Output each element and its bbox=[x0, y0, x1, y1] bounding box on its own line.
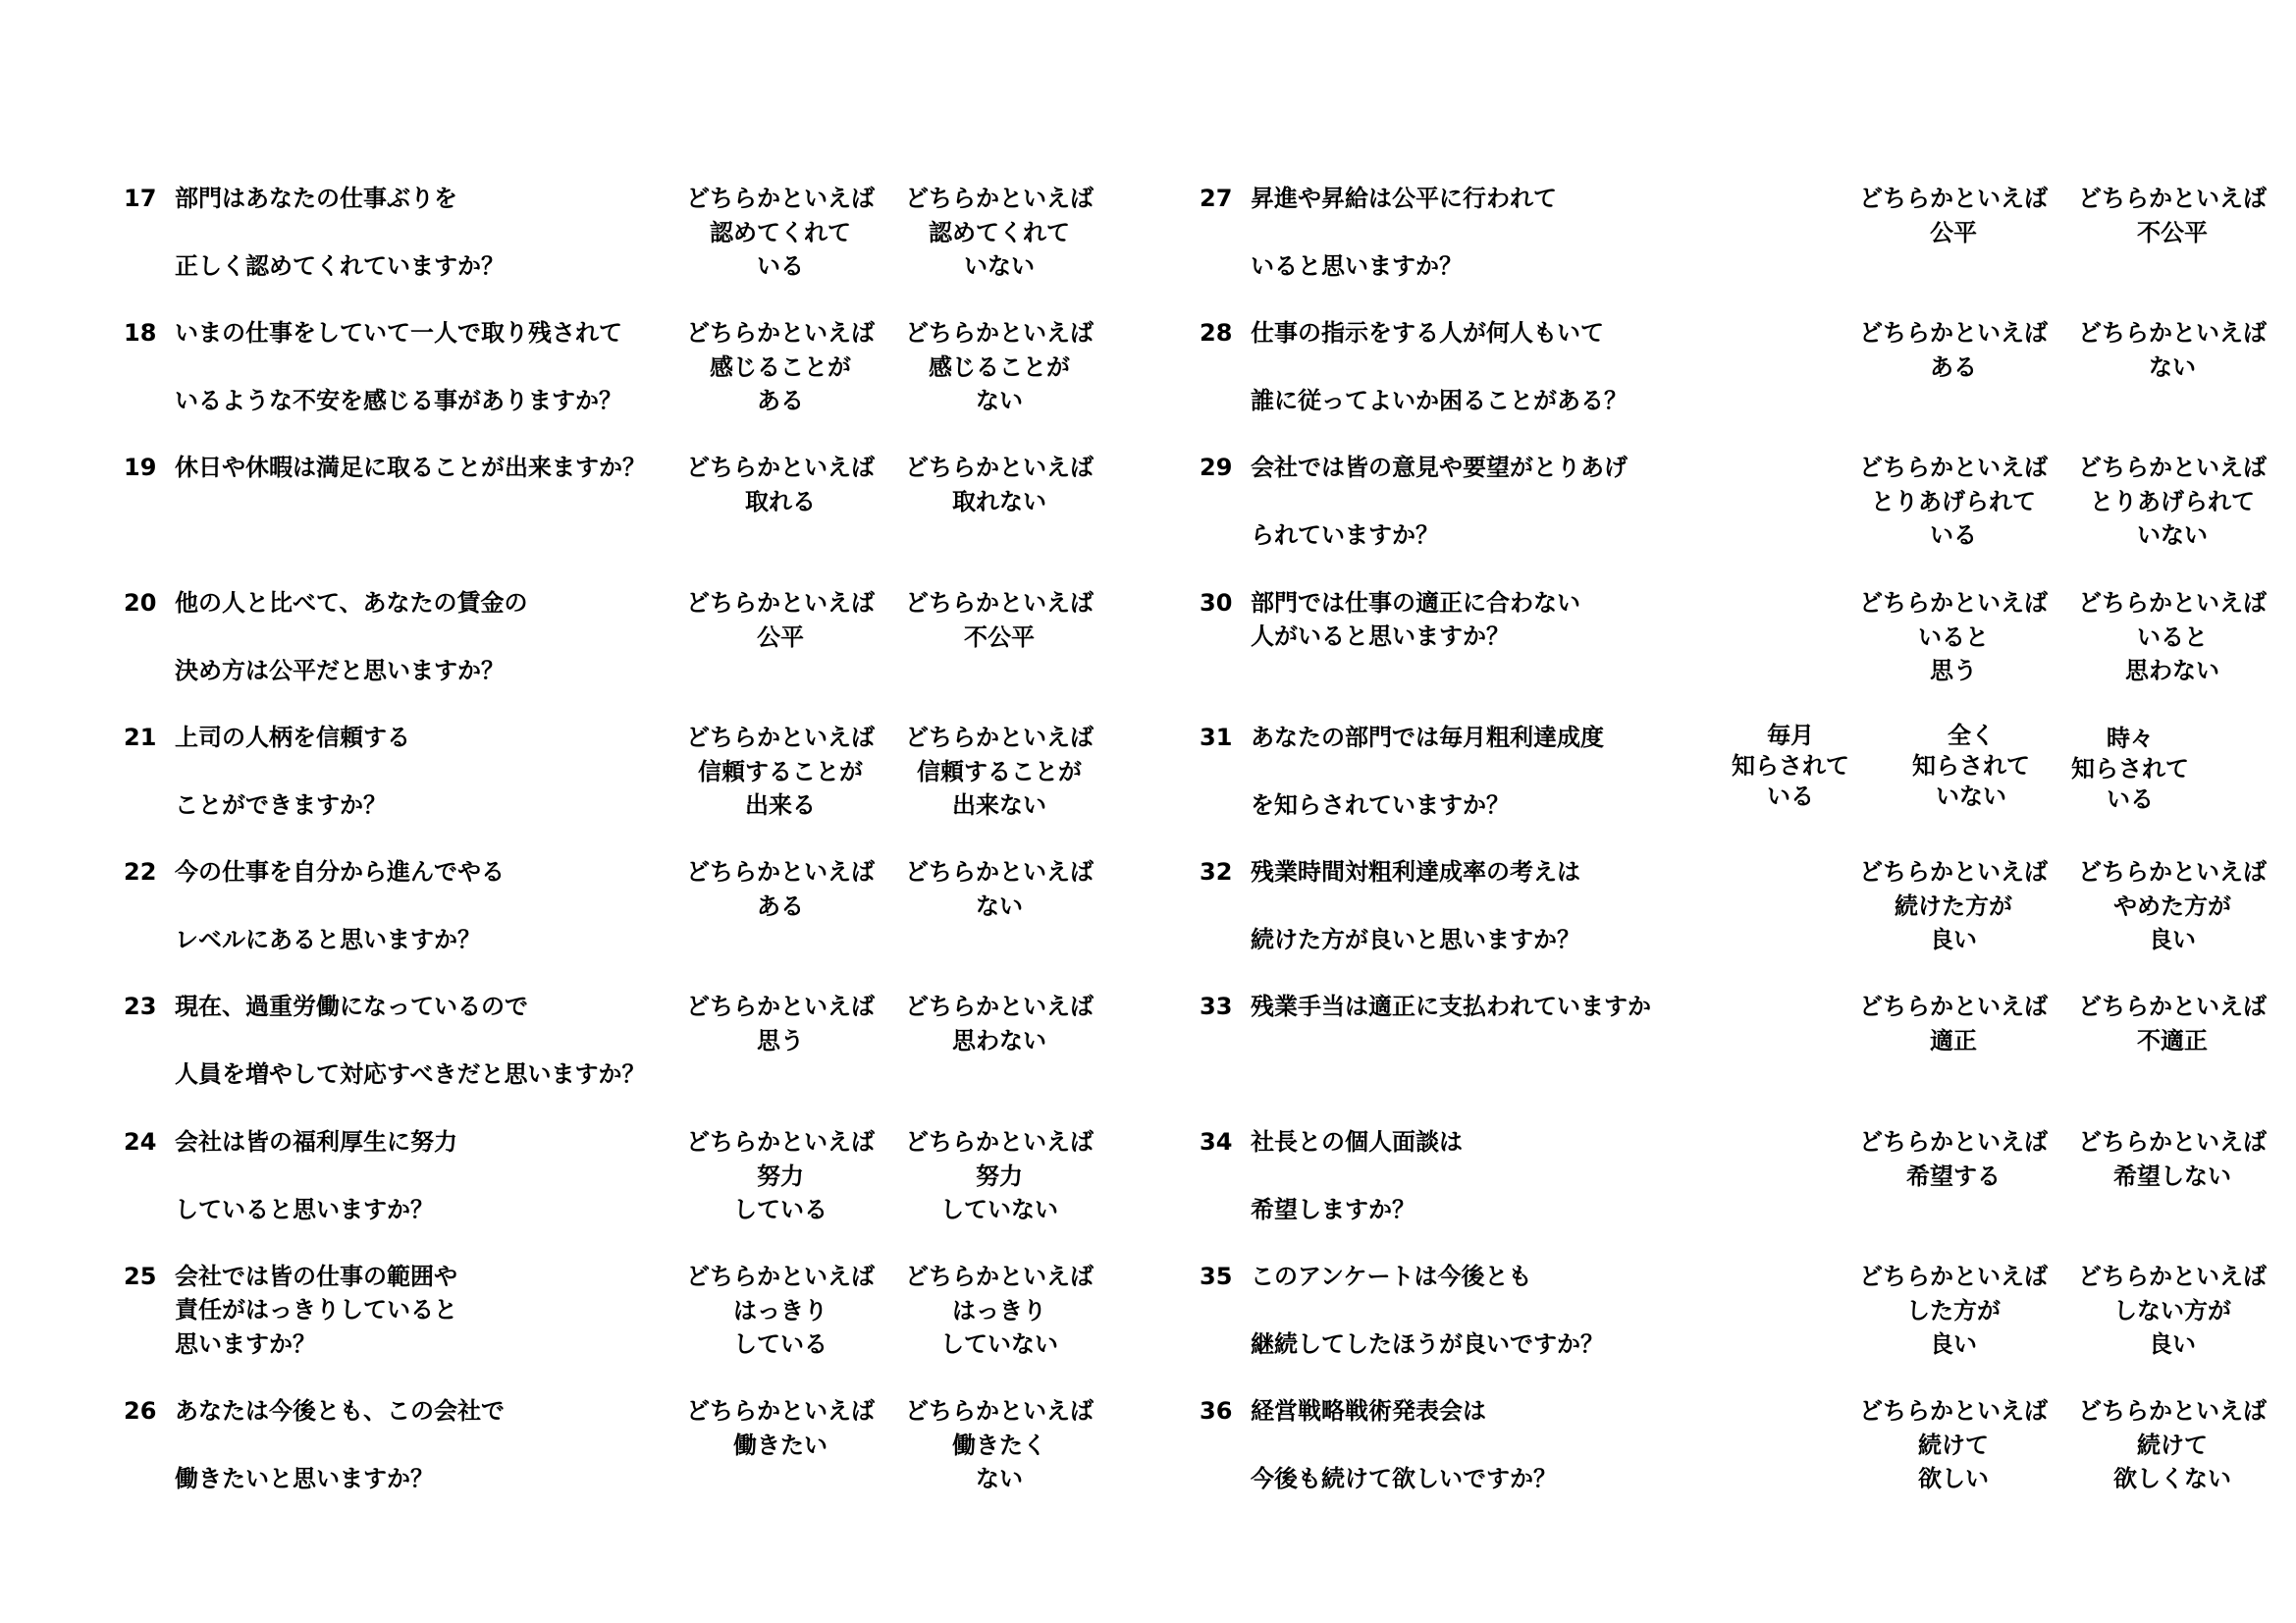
question-text-line: 継続してしたほうが良いですか？ bbox=[1251, 1330, 1604, 1358]
answer-option-line: 良い bbox=[2149, 926, 2196, 953]
question-31 bbox=[1200, 721, 2189, 848]
question-number: 19 bbox=[124, 454, 157, 481]
question-number: 31 bbox=[1200, 724, 1233, 751]
answer-option-line: どちらかといえば bbox=[1859, 1263, 2048, 1290]
answer-option-line: やめた方が bbox=[2113, 892, 2231, 920]
question-number: 25 bbox=[124, 1263, 157, 1290]
question-27 bbox=[1200, 182, 2267, 309]
question-34 bbox=[1200, 1125, 2267, 1253]
question-text-line: ことができますか？ bbox=[175, 791, 387, 819]
answer-option-line: どちらかといえば bbox=[1859, 1397, 2048, 1425]
answer-option-line bbox=[2069, 249, 2275, 284]
answer-option-a[interactable] bbox=[677, 182, 883, 284]
question-18 bbox=[124, 316, 1105, 444]
question-text-line: 他の人と比べて、あなたの賃金の bbox=[175, 589, 528, 617]
answer-option-a[interactable] bbox=[677, 586, 883, 688]
answer-option-line: している bbox=[733, 1330, 828, 1358]
answer-option-line: 適正 bbox=[1930, 1026, 1977, 1055]
answer-option-a[interactable] bbox=[677, 855, 883, 957]
question-text-line: 現在、過重労働になっているので bbox=[175, 993, 528, 1020]
answer-option-line bbox=[2069, 384, 2275, 418]
question-17 bbox=[124, 182, 1105, 309]
answer-option-b[interactable] bbox=[896, 451, 1102, 553]
question-text-line: 会社は皆の福利厚生に努力 bbox=[175, 1128, 457, 1156]
answer-option-line: 公平 bbox=[1930, 218, 1977, 246]
answer-option-a[interactable] bbox=[677, 1394, 883, 1496]
question-text-line: 決め方は公平だと思いますか？ bbox=[175, 657, 505, 684]
answer-option-line bbox=[677, 1057, 883, 1092]
answer-option-line: 思う bbox=[757, 1026, 804, 1055]
answer-option-line: している bbox=[733, 1196, 828, 1223]
answer-option-line: どちらかといえば bbox=[1859, 589, 2048, 617]
answer-option-line bbox=[1850, 249, 2056, 284]
question-text-line: 正しく認めてくれていますか？ bbox=[175, 252, 505, 280]
answer-option-line: ない bbox=[976, 387, 1023, 414]
answer-option-a[interactable] bbox=[1850, 855, 2056, 957]
answer-option-a[interactable] bbox=[677, 316, 883, 418]
answer-option-line: どちらかといえば bbox=[2078, 589, 2267, 617]
question-text-line: 続けた方が良いと思いますか？ bbox=[1251, 926, 1580, 953]
answer-option-line: 良い bbox=[1930, 926, 1977, 953]
question-26 bbox=[124, 1394, 1105, 1522]
question-text-line: 今後も続けて欲しいですか？ bbox=[1251, 1465, 1557, 1492]
answer-option-line: どちらかといえば bbox=[2078, 1397, 2267, 1425]
answer-option-line: どちらかといえば bbox=[905, 724, 1094, 751]
answer-option-line: 不公平 bbox=[964, 622, 1035, 651]
answer-option-line: どちらかといえば bbox=[686, 454, 875, 481]
answer-option-line: どちらかといえば bbox=[905, 993, 1094, 1020]
answer-option-a[interactable] bbox=[677, 1260, 883, 1362]
answer-option-line: 努力 bbox=[757, 1162, 804, 1190]
question-text-line: 部門はあなたの仕事ぶりを bbox=[175, 185, 457, 212]
answer-option-line: 信頼することが bbox=[698, 757, 863, 785]
answer-option-line: いると bbox=[2137, 622, 2208, 651]
answer-option-line: 知らされて bbox=[2071, 755, 2189, 783]
question-36 bbox=[1200, 1394, 2267, 1522]
answer-option-line: 信頼することが bbox=[917, 757, 1082, 785]
question-29 bbox=[1200, 451, 2267, 578]
question-text-line: 人員を増やして対応すべきだと思いますか？ bbox=[175, 1060, 646, 1088]
answer-option-line: どちらかといえば bbox=[905, 589, 1094, 617]
answer-option-line bbox=[1850, 384, 2056, 418]
answer-option-line: 欲しくない bbox=[2113, 1465, 2231, 1492]
answer-option-line: 認めてくれて bbox=[929, 218, 1070, 246]
answer-option-a[interactable] bbox=[1850, 1125, 2056, 1227]
answer-option-line: どちらかといえば bbox=[1859, 858, 2048, 886]
question-text-line: 責任がはっきりしていると bbox=[175, 1296, 457, 1324]
question-number: 17 bbox=[124, 185, 157, 212]
answer-option-line: どちらかといえば bbox=[905, 858, 1094, 886]
answer-option-line: どちらかといえば bbox=[2078, 1128, 2267, 1156]
answer-option-line: 感じることが bbox=[710, 352, 851, 381]
answer-option-b[interactable] bbox=[896, 1260, 1102, 1362]
question-text-line: あなたの部門では毎月粗利達成度 bbox=[1251, 724, 1604, 751]
answer-option-3[interactable] bbox=[2027, 724, 2233, 815]
question-number: 24 bbox=[124, 1128, 157, 1156]
question-35 bbox=[1200, 1260, 2267, 1387]
answer-option-line: 出来ない bbox=[952, 791, 1046, 819]
answer-option-b[interactable] bbox=[2069, 316, 2275, 418]
question-text-line: 働きたいと思いますか？ bbox=[175, 1465, 434, 1492]
answer-option-line: はっきり bbox=[952, 1296, 1046, 1325]
question-number: 26 bbox=[124, 1397, 157, 1425]
answer-option-line bbox=[677, 518, 883, 553]
answer-option-line bbox=[896, 923, 1102, 957]
answer-option-line: どちらかといえば bbox=[2078, 1263, 2267, 1290]
question-text-line: 部門では仕事の適正に合わない bbox=[1251, 589, 1580, 617]
answer-option-line: どちらかといえば bbox=[686, 319, 875, 347]
answer-option-line: 不公平 bbox=[2137, 218, 2208, 246]
question-number: 21 bbox=[124, 724, 157, 751]
answer-option-b[interactable] bbox=[896, 855, 1102, 957]
question-32 bbox=[1200, 855, 2267, 983]
answer-option-line: していない bbox=[940, 1196, 1058, 1223]
answer-option-line: どちらかといえば bbox=[1859, 1128, 2048, 1156]
question-23 bbox=[124, 990, 1105, 1117]
answer-option-b[interactable] bbox=[896, 316, 1102, 418]
answer-option-line: 公平 bbox=[757, 622, 804, 651]
question-text-line: いまの仕事をしていて一人で取り残されて bbox=[175, 319, 622, 347]
answer-option-a[interactable] bbox=[677, 990, 883, 1092]
answer-option-line: 取れる bbox=[745, 487, 816, 515]
answer-option-line: 感じることが bbox=[929, 352, 1070, 381]
answer-option-line: 知らされて bbox=[1732, 752, 1849, 780]
question-text-line: 上司の人柄を信頼する bbox=[175, 724, 410, 751]
answer-option-line: 時々 bbox=[2107, 725, 2154, 752]
answer-option-a[interactable] bbox=[1850, 990, 2056, 1092]
answer-option-line: どちらかといえば bbox=[686, 1263, 875, 1290]
question-text-line: 社長との個人面談は bbox=[1251, 1128, 1463, 1156]
answer-option-line: 良い bbox=[2149, 1330, 2196, 1358]
question-text-line: 経営戦略戦術発表会は bbox=[1251, 1397, 1486, 1425]
answer-option-line bbox=[2069, 1193, 2275, 1227]
answer-option-line: どちらかといえば bbox=[905, 319, 1094, 347]
question-number: 33 bbox=[1200, 993, 1233, 1020]
answer-option-line: 希望しない bbox=[2113, 1162, 2231, 1190]
question-text-line: 人がいると思いますか？ bbox=[1251, 622, 1510, 650]
answer-option-1[interactable] bbox=[1687, 721, 1894, 812]
answer-option-line: していない bbox=[940, 1330, 1058, 1358]
answer-option-line: どちらかといえば bbox=[905, 1263, 1094, 1290]
answer-option-line: どちらかといえば bbox=[1859, 454, 2048, 481]
question-number: 20 bbox=[124, 589, 157, 617]
answer-option-line: どちらかといえば bbox=[2078, 319, 2267, 347]
answer-option-line: どちらかといえば bbox=[2078, 454, 2267, 481]
answer-option-line: 続けた方が bbox=[1895, 892, 2012, 920]
question-text-line: 昇進や昇給は公平に行われて bbox=[1251, 185, 1557, 212]
question-text-line: を知らされていますか？ bbox=[1251, 791, 1510, 819]
answer-option-line: 思わない bbox=[952, 1026, 1046, 1055]
question-number: 18 bbox=[124, 319, 157, 347]
answer-option-line: どちらかといえば bbox=[686, 858, 875, 886]
answer-option-line: 認めてくれて bbox=[710, 218, 851, 246]
question-text-line: 残業時間対粗利達成率の考えは bbox=[1251, 858, 1580, 886]
question-text-line: 思いますか？ bbox=[175, 1330, 316, 1358]
answer-option-a[interactable] bbox=[1850, 451, 2056, 553]
question-text-line: 残業手当は適正に支払われていますか bbox=[1251, 993, 1651, 1020]
answer-option-line bbox=[1850, 1193, 2056, 1227]
answer-option-line bbox=[1850, 1057, 2056, 1092]
answer-option-line: ある bbox=[757, 892, 804, 920]
answer-option-line: 取れない bbox=[952, 487, 1046, 515]
answer-option-line: どちらかといえば bbox=[905, 1128, 1094, 1156]
answer-option-line: とりあげられて bbox=[1871, 487, 2036, 515]
answer-option-line: いると bbox=[1918, 622, 1989, 651]
answer-option-line: どちらかといえば bbox=[686, 1397, 875, 1425]
answer-option-line: いる bbox=[2107, 785, 2154, 813]
answer-option-b[interactable] bbox=[896, 182, 1102, 284]
answer-option-a[interactable] bbox=[677, 721, 883, 823]
question-text-line: していると思いますか？ bbox=[175, 1196, 434, 1223]
answer-option-line: はっきり bbox=[733, 1296, 828, 1325]
answer-option-line: しない方が bbox=[2113, 1296, 2231, 1325]
answer-option-line: 全く bbox=[1948, 722, 1995, 749]
question-text-line: 仕事の指示をする人が何人もいて bbox=[1251, 319, 1604, 347]
answer-option-b[interactable] bbox=[896, 1394, 1102, 1496]
answer-option-b[interactable] bbox=[2069, 182, 2275, 284]
answer-option-line: どちらかといえば bbox=[686, 993, 875, 1020]
answer-option-line: 努力 bbox=[976, 1162, 1023, 1190]
question-text-line: 希望しますか？ bbox=[1251, 1196, 1415, 1223]
question-text-line: 今の仕事を自分から進んでやる bbox=[175, 858, 505, 886]
question-33 bbox=[1200, 990, 2267, 1117]
question-number: 22 bbox=[124, 858, 157, 886]
answer-option-line bbox=[677, 923, 883, 957]
question-text-line: あなたは今後とも、この会社で bbox=[175, 1397, 505, 1425]
answer-option-b[interactable] bbox=[2069, 855, 2275, 957]
answer-option-line: 希望する bbox=[1906, 1162, 2001, 1190]
answer-option-a[interactable] bbox=[1850, 316, 2056, 418]
question-24 bbox=[124, 1125, 1105, 1253]
question-number: 35 bbox=[1200, 1263, 1233, 1290]
answer-option-line: どちらかといえば bbox=[686, 1128, 875, 1156]
question-text-line: られていますか？ bbox=[1251, 521, 1439, 549]
question-30 bbox=[1200, 586, 2267, 714]
answer-option-line: どちらかといえば bbox=[2078, 858, 2267, 886]
answer-option-line: ある bbox=[1930, 352, 1977, 381]
answer-option-line: ある bbox=[757, 387, 804, 414]
question-text-line: 休日や休暇は満足に取ることが出来ますか？ bbox=[175, 454, 646, 481]
question-text-line: いるような不安を感じる事がありますか？ bbox=[175, 387, 622, 414]
answer-option-a[interactable] bbox=[677, 1125, 883, 1227]
question-number: 23 bbox=[124, 993, 157, 1020]
answer-option-line: いる bbox=[1930, 521, 1977, 549]
answer-option-a[interactable] bbox=[1850, 586, 2056, 688]
answer-option-b[interactable] bbox=[2069, 586, 2275, 688]
answer-option-line: 毎月 bbox=[1767, 722, 1814, 749]
question-number: 36 bbox=[1200, 1397, 1233, 1425]
answer-option-a[interactable] bbox=[1850, 1394, 2056, 1496]
answer-option-b[interactable] bbox=[2069, 451, 2275, 553]
question-20 bbox=[124, 586, 1105, 714]
answer-option-b[interactable] bbox=[896, 586, 1102, 688]
question-text-line: レベルにあると思いますか？ bbox=[175, 926, 481, 953]
answer-option-b[interactable] bbox=[2069, 990, 2275, 1092]
answer-option-b[interactable] bbox=[2069, 1394, 2275, 1496]
answer-option-b[interactable] bbox=[2069, 1125, 2275, 1227]
answer-option-line: 働きたく bbox=[952, 1431, 1046, 1459]
answer-option-line: どちらかといえば bbox=[905, 1397, 1094, 1425]
answer-option-line: いない bbox=[1936, 783, 2006, 810]
question-text-line: 誰に従ってよいか困ることがある？ bbox=[1251, 387, 1628, 414]
answer-option-line: 思う bbox=[1930, 657, 1977, 684]
answer-option-line: どちらかといえば bbox=[686, 589, 875, 617]
question-number: 32 bbox=[1200, 858, 1233, 886]
question-number: 29 bbox=[1200, 454, 1233, 481]
question-number: 28 bbox=[1200, 319, 1233, 347]
answer-option-line: いない bbox=[2137, 521, 2208, 549]
answer-option-line: 良い bbox=[1930, 1330, 1977, 1358]
answer-option-line: どちらかといえば bbox=[1859, 993, 2048, 1020]
answer-option-line: 思わない bbox=[2125, 657, 2219, 684]
question-19 bbox=[124, 451, 1105, 578]
answer-option-line bbox=[677, 654, 883, 688]
question-text-line: このアンケートは今後とも bbox=[1251, 1263, 1532, 1290]
answer-option-b[interactable] bbox=[896, 1125, 1102, 1227]
answer-option-b[interactable] bbox=[2069, 1260, 2275, 1362]
answer-option-a[interactable] bbox=[1850, 182, 2056, 284]
answer-option-line: ない bbox=[2149, 352, 2196, 381]
answer-option-line: どちらかといえば bbox=[905, 185, 1094, 212]
answer-option-line: 不適正 bbox=[2137, 1026, 2208, 1055]
answer-option-line: いる bbox=[1767, 783, 1814, 810]
answer-option-line: 続けて bbox=[1918, 1431, 1989, 1459]
answer-option-line bbox=[677, 1462, 883, 1496]
answer-option-line bbox=[896, 518, 1102, 553]
question-22 bbox=[124, 855, 1105, 983]
answer-option-line: どちらかといえば bbox=[2078, 185, 2267, 212]
answer-option-line: どちらかといえば bbox=[1859, 185, 2048, 212]
question-number: 30 bbox=[1200, 589, 1233, 617]
question-25 bbox=[124, 1260, 1105, 1387]
question-text-line: 会社では皆の意見や要望がとりあげ bbox=[1251, 454, 1628, 481]
answer-option-line bbox=[2069, 1057, 2275, 1092]
answer-option-a[interactable] bbox=[677, 451, 883, 553]
answer-option-line: ない bbox=[976, 1465, 1023, 1492]
answer-option-b[interactable] bbox=[896, 990, 1102, 1092]
answer-option-line: どちらかといえば bbox=[686, 185, 875, 212]
answer-option-line: いる bbox=[757, 252, 804, 280]
answer-option-line: 欲しい bbox=[1918, 1465, 1989, 1492]
answer-option-line: ない bbox=[976, 892, 1023, 920]
answer-option-line: どちらかといえば bbox=[686, 724, 875, 751]
answer-option-line: いない bbox=[964, 252, 1035, 280]
question-number: 34 bbox=[1200, 1128, 1233, 1156]
answer-option-line: どちらかといえば bbox=[2078, 993, 2267, 1020]
answer-option-line: 出来る bbox=[745, 791, 816, 819]
answer-option-line: どちらかといえば bbox=[1859, 319, 2048, 347]
answer-option-line bbox=[896, 1057, 1102, 1092]
answer-option-line: した方が bbox=[1906, 1296, 2001, 1325]
answer-option-line: とりあげられて bbox=[2090, 487, 2255, 515]
question-28 bbox=[1200, 316, 2267, 444]
question-21 bbox=[124, 721, 1105, 848]
answer-option-a[interactable] bbox=[1850, 1260, 2056, 1362]
question-text-line: 会社では皆の仕事の範囲や bbox=[175, 1263, 457, 1290]
question-text-line: いると思いますか？ bbox=[1251, 252, 1463, 280]
answer-option-line: 働きたい bbox=[733, 1431, 828, 1459]
answer-option-line bbox=[896, 654, 1102, 688]
question-number: 27 bbox=[1200, 185, 1233, 212]
answer-option-line: 知らされて bbox=[1912, 752, 2030, 780]
answer-option-line: どちらかといえば bbox=[905, 454, 1094, 481]
answer-option-b[interactable] bbox=[896, 721, 1102, 823]
answer-option-line: 続けて bbox=[2137, 1431, 2208, 1459]
